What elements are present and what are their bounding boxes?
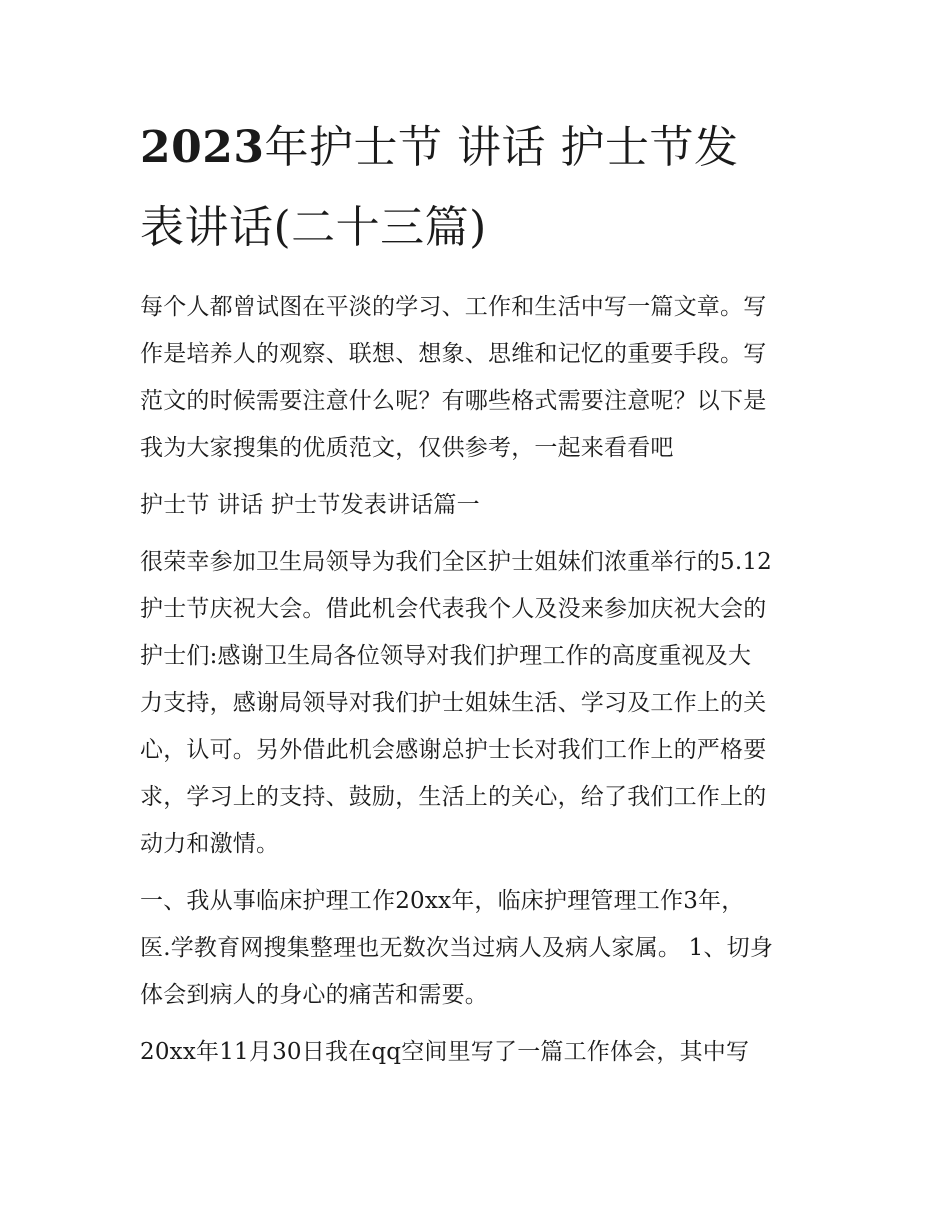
body-line: 心，认可。另外借此机会感谢总护士长对我们工作上的严格要 bbox=[140, 737, 767, 763]
point-line: 一、我从事临床护理工作20xx年，临床护理管理工作3年， bbox=[140, 888, 745, 914]
body-line: 力支持，感谢局领导对我们护士姐妹生活、学习及工作上的关 bbox=[140, 690, 767, 716]
body-line: 护士们:感谢卫生局各位领导对我们护理工作的高度重视及大 bbox=[140, 643, 752, 669]
title-line-2: 表讲话(二十三篇) bbox=[140, 202, 487, 253]
intro-paragraph bbox=[140, 284, 820, 472]
point-paragraph bbox=[140, 878, 820, 1019]
last-paragraph-line: 20xx年11月30日我在qq空间里写了一篇工作体会，其中写 bbox=[140, 1039, 750, 1065]
body-line: 护士节庆祝大会。借此机会代表我个人及没来参加庆祝大会的 bbox=[140, 596, 767, 622]
intro-line: 作是培养人的观察、联想、想象、思维和记忆的重要手段。写 bbox=[140, 341, 767, 367]
body-line: 动力和激情。 bbox=[140, 831, 280, 857]
title-year: 2023 bbox=[140, 122, 265, 173]
title-line-1: 年护士节 讲话 护士节发 bbox=[264, 122, 739, 173]
point-line: 医.学教育网搜集整理也无数次当过病人及病人家属。 1、切身 bbox=[140, 935, 774, 961]
point-line: 体会到病人的身心的痛苦和需要。 bbox=[140, 982, 488, 1008]
intro-line: 每个人都曾试图在平淡的学习、工作和生活中写一篇文章。写 bbox=[140, 294, 767, 320]
section-heading: 护士节 讲话 护士节发表讲话篇一 bbox=[140, 492, 480, 518]
document-title bbox=[140, 108, 820, 268]
intro-line: 范文的时候需要注意什么呢？有哪些格式需要注意呢？以下是 bbox=[140, 388, 767, 414]
document-page bbox=[140, 108, 820, 1076]
body-line: 很荣幸参加卫生局领导为我们全区护士姐妹们浓重举行的5.12 bbox=[140, 549, 773, 575]
body-paragraph bbox=[140, 539, 820, 868]
body-line: 求，学习上的支持、鼓励，生活上的关心，给了我们工作上的 bbox=[140, 784, 767, 810]
intro-line: 我为大家搜集的优质范文，仅供参考，一起来看看吧 bbox=[140, 435, 674, 461]
